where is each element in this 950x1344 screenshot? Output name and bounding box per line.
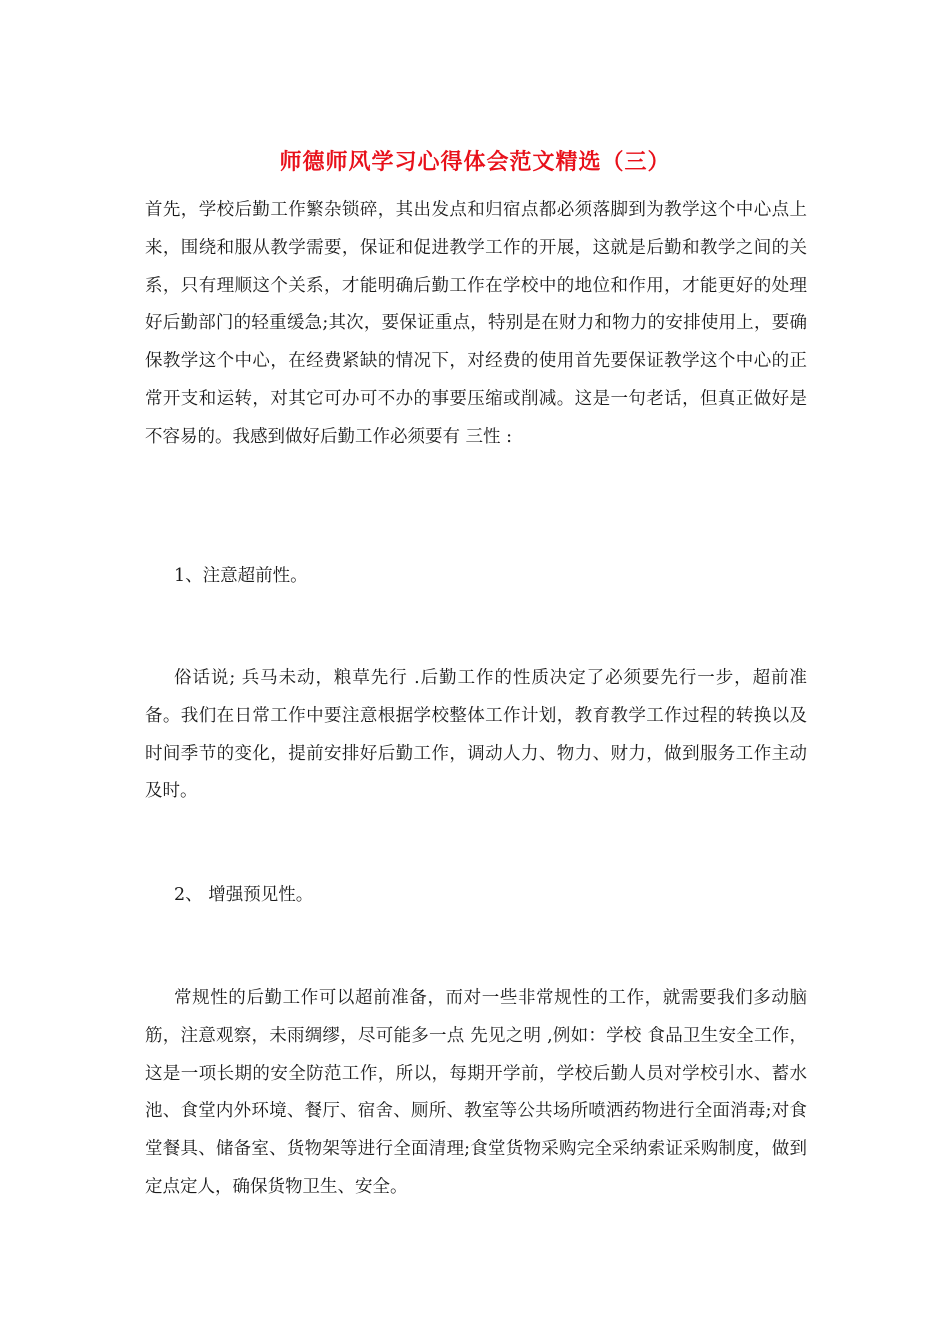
paragraph-section-1: 俗话说; 兵马未动，粮草先行 .后勤工作的性质决定了必须要先行一步，超前准备。我们在日常工作中要注意根据学校整体工作计划，教育教学工作过程的转换以及时间季节的变化，提前安排好后勤工作，调动人力、物力、财力，做到服务工作主动及时。 [145, 668, 807, 802]
paragraph-intro: 首先，学校后勤工作繁杂锁碎，其出发点和归宿点都必须落脚到为教学这个中心点上来，围绕和服从教学需要，保证和促进教学工作的开展，这就是后勤和教学之间的关系，只有理顺这个关系，才能明确后勤工作在学校中的地位和作用，才能更好的处理好后勤部门的轻重缓急;其次，要保证重点，特别是在财力和物力的安排使用上，要确保教学这个中心，在经费紧缺的情况下，对经费的使用首先要保证教学这个中心的正常开支和运转，对其它可办可不办的事要压缩或削减。这是一句老话，但真正做好是不容易的。我感到做好后勤工作必须要有 三性 : [145, 200, 807, 447]
section-heading-1: 1、注意超前性。 [174, 566, 308, 586]
document-title: 师德师风学习心得体会范文精选（三） [279, 150, 671, 175]
section-heading-2: 2、 增强预见性。 [174, 885, 314, 905]
paragraph-section-2: 常规性的后勤工作可以超前准备，而对一些非常规性的工作，就需要我们多动脑筋，注意观察，未雨绸缪，尽可能多一点 先见之明 ,例如：学校 食品卫生安全工作，这是一项长期的安全防范工作，所以，每期开学前，学校后勤人员对学校引水、蓄水池、食堂内外环境、餐厅、宿舍、厕所、教室等公共场所喷洒药物进行全面消毒;对食堂餐具、储备室、货物架等进行全面清理;食堂货物采购完全采纳索证采购制度，做到定点定人，确保货物卫生、安全。 [145, 988, 807, 1197]
